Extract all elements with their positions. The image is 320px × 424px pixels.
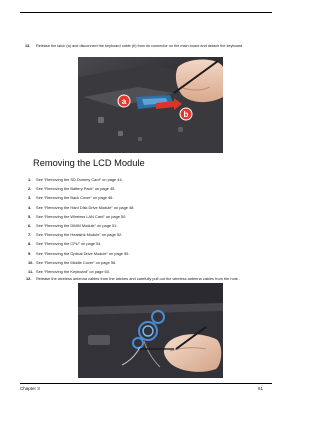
step-13 xyxy=(25,44,276,49)
chapter-label: Chapter 3 xyxy=(20,386,40,391)
step-item: 7. See “Removing the Heatsink Module” on page 52. xyxy=(28,232,123,238)
step-item: 11. See “Removing the Keyboard” on page 60. xyxy=(28,268,110,274)
step-item: 10. See “Removing the Middle Cover” on page 56. xyxy=(28,259,117,265)
step-12 xyxy=(26,276,272,281)
step-text: Release the latch (a) and disconnect the keyboard cable (b) from its connector on the main board and detach the keyboard. xyxy=(36,44,244,48)
step-item: 6. See “Removing the DIMM Module” on page 51. xyxy=(28,222,118,228)
keyboard-cable-illustration xyxy=(78,57,223,153)
prerequisite-steps xyxy=(28,175,276,276)
footer-rule xyxy=(20,383,272,384)
step-item: 5. See “Removing the Wireless LAN Card” on page 50. xyxy=(28,213,127,219)
step-item: 4. See “Removing the Hard Disk Drive Module” on page 48. xyxy=(28,204,135,210)
page-number: 61 xyxy=(258,386,264,391)
step-number: 12. xyxy=(26,276,32,281)
step-item: 9. See “Removing the Optical Drive Module” on page 55. xyxy=(28,250,130,256)
callout-a: a xyxy=(121,97,127,106)
antenna-cables-illustration xyxy=(78,283,223,378)
step-item: 8. See “Removing the CPU” on page 54. xyxy=(28,241,102,247)
keyboard-cable-photo xyxy=(78,57,223,153)
callout-b: b xyxy=(183,110,189,119)
step-item: 2. See “Removing the Battery Pack” on page 45. xyxy=(28,186,116,192)
header-rule xyxy=(20,12,272,13)
section-heading: Removing the LCD Module xyxy=(33,158,145,168)
step-text: Release the wireless antenna cables from the latches and carefully pull out the wireless antenna cables from the hole.. xyxy=(36,276,240,281)
step-item: 1. See “Removing the SD Dummy Card” on page 44. xyxy=(28,177,123,182)
step-number: 13. xyxy=(25,44,31,48)
antenna-cables-photo xyxy=(78,283,223,378)
step-item: 3. See “Removing the Back Cover” on page 46. xyxy=(28,195,114,201)
